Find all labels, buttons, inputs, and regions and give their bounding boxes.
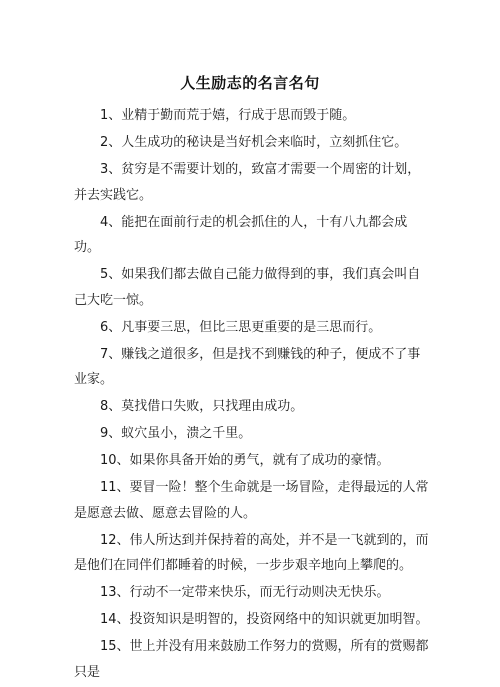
quote-item: 13、行动不一定带来快乐，而无行动则决无快乐。 [100,585,390,600]
quote-item: 7、赚钱之道很多，但是找不到赚钱的种子，便成不了事业家。 [74,346,421,387]
quote-item: 1、业精于勤而荒于嬉，行成于思而毁于随。 [100,108,356,123]
quote-item: 8、莫找借口失败，只找理由成功。 [100,399,304,414]
quote-item: 6、凡事要三思，但比三思更重要的是三思而行。 [100,319,382,335]
quote-item: 12、伟人所达到并保持着的高处，并不是一飞就到的，而是他们在同伴们都睡着的时候，一步步艰辛地向上攀爬的。 [74,532,429,573]
quote-item: 4、能把在面前行走的机会抓住的人，十有八九都会成功。 [74,214,408,255]
quote-item: 2、人生成功的秘诀是当好机会来临时，立刻抓住它。 [100,135,408,150]
quote-item: 15、世上并没有用来鼓励工作努力的赏赐，所有的赏赐都只是 [74,639,429,680]
quote-item: 3、贫穷是不需要计划的，致富才需要一个周密的计划，并去实践它。 [74,162,421,203]
quote-item: 11、要冒一险！整个生命就是一场冒险，走得最远的人常是愿意去做、愿意去冒险的人。 [74,480,429,521]
page-title: 人生励志的名言名句 [180,74,320,92]
quote-item: 14、投资知识是明智的，投资网络中的知识就更加明智。 [100,612,429,627]
quote-item: 10、如果你具备开始的勇气，就有了成功的豪情。 [100,453,390,468]
quote-list [74,103,432,687]
quote-item: 9、蚁穴虽小，溃之千里。 [100,426,252,441]
quote-item: 5、如果我们都去做自己能力做得到的事，我们真会叫自己大吃一惊。 [74,267,421,308]
